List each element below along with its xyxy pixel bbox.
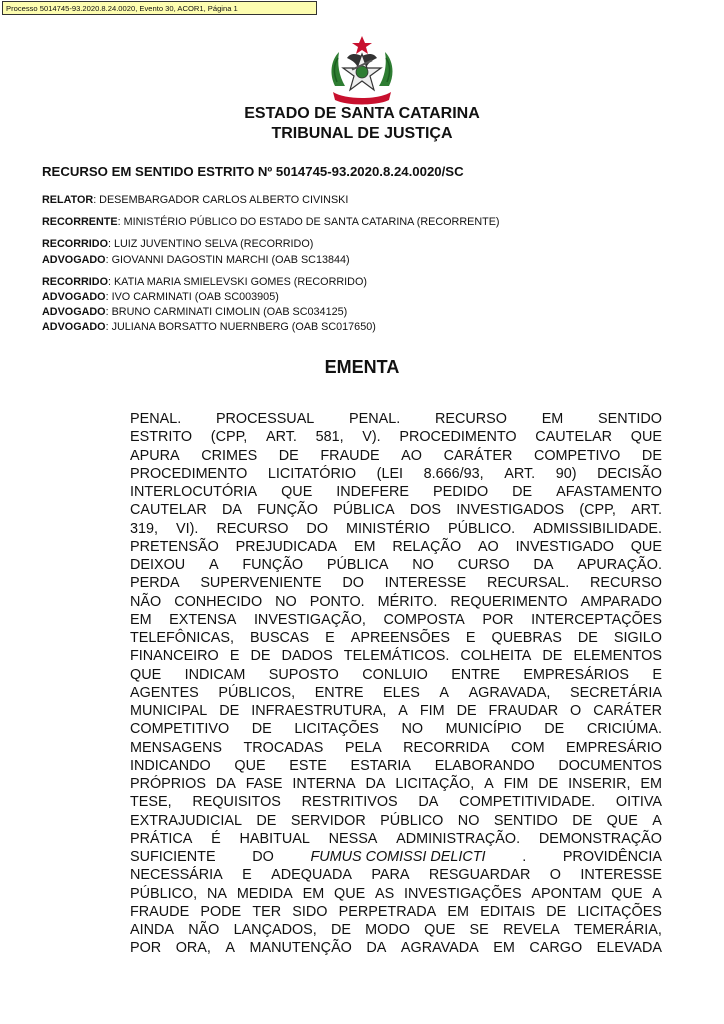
ementa-word: CRIMES <box>201 447 258 464</box>
ementa-word: CRICIÚMA. <box>586 721 662 738</box>
ementa-word: NO <box>401 721 424 738</box>
ementa-word: DOS <box>409 502 442 519</box>
ementa-word: QUE <box>281 484 313 500</box>
ementa-word: PERPETRADA <box>338 903 437 920</box>
ementa-word: LANÇADOS, <box>233 922 317 938</box>
ementa-word: PROCESSUAL <box>215 411 315 427</box>
party-value: : BRUNO CARMINATI CIMOLIN (OAB SC034125) <box>105 306 348 319</box>
ementa-word: EMPRESÁRIOS <box>523 666 629 683</box>
case-number: RECURSO EM SENTIDO ESTRITO Nº 5014745-93.2020.8.24.0020/SC <box>42 164 464 179</box>
ementa-word: LICITATÓRIO <box>267 465 357 482</box>
ementa-word: E <box>325 630 335 646</box>
party-row <box>42 290 500 305</box>
ementa-word: REVELA <box>502 922 560 938</box>
ementa-word: SUPOSTO <box>268 666 339 683</box>
ementa-word: PODE <box>200 903 242 920</box>
ementa-word: MEDIDA <box>236 885 293 902</box>
ementa-word: SIDO <box>292 903 328 920</box>
ementa-word: PRETENSÃO <box>130 538 219 555</box>
ementa-word: MÉRITO. <box>377 593 438 610</box>
ementa-line <box>130 501 662 519</box>
ementa-word: A <box>484 776 494 792</box>
ementa-word: DADOS <box>281 648 333 665</box>
ementa-word: PRÓPRIOS <box>130 776 206 792</box>
ementa-word: MUNICÍPIO <box>445 721 522 738</box>
party-row <box>42 253 500 268</box>
party-label: ADVOGADO <box>42 321 106 334</box>
ementa-word: APURAÇÃO. <box>577 557 662 573</box>
party-label: RECORRIDO <box>42 275 108 288</box>
ementa-word: INDICANDO <box>130 757 211 774</box>
party-label: RECORRIDO <box>42 238 108 251</box>
ementa-word: AMPARADO <box>580 593 662 610</box>
party-value: : JULIANA BORSATTO NUERNBERG (OAB SC017650) <box>105 321 376 334</box>
ementa-word: COLHEITA <box>460 648 532 665</box>
ementa-word: 319, <box>130 520 159 537</box>
ementa-word: POR <box>130 940 162 957</box>
ementa-line <box>130 684 662 702</box>
ementa-word: EM <box>493 940 515 957</box>
ementa-word: PÚBLICO. <box>448 520 516 537</box>
party-label: ADVOGADO <box>42 306 106 319</box>
ementa-word: ELEVADA <box>596 940 662 957</box>
party-row <box>42 215 500 230</box>
ementa-word: INDEFERE <box>336 484 410 500</box>
ementa-word: TELEMÁTICOS. <box>343 648 450 665</box>
ementa-word: COM <box>510 739 545 756</box>
ementa-word: INVESTIGAÇÕES <box>404 885 522 902</box>
ementa-word: INFRAESTRUTURA, <box>251 703 387 719</box>
ementa-word: INTERLOCUTÓRIA <box>130 484 258 500</box>
ementa-word: A <box>652 812 662 829</box>
ementa-body <box>130 410 662 958</box>
ementa-word: EXTENSA <box>169 611 237 628</box>
ementa-word: MUNICIPAL <box>130 703 208 719</box>
ementa-word: DE <box>250 648 271 665</box>
ementa-word: NO <box>412 557 434 573</box>
court-name: TRIBUNAL DE JUSTIÇA <box>271 125 453 142</box>
ementa-word: AGRAVADA <box>400 940 479 957</box>
ementa-word: ESTRITO <box>130 429 193 446</box>
ementa-word: É <box>211 830 221 847</box>
ementa-word: AS <box>375 885 395 902</box>
ementa-word: DE <box>278 447 299 464</box>
ementa-word: EM <box>353 538 376 555</box>
ementa-line <box>130 848 662 866</box>
ementa-word: NÃO <box>130 593 162 610</box>
ementa-line <box>130 757 662 775</box>
ementa-word: SECRETÁRIA <box>569 684 662 701</box>
ementa-word: FUNÇÃO <box>242 557 304 573</box>
ementa-word: MENSAGENS <box>130 739 222 756</box>
ementa-word: COMPETITIVO <box>130 721 230 738</box>
ementa-line <box>130 647 662 665</box>
ementa-line <box>130 410 662 428</box>
ementa-word: TER <box>252 903 282 920</box>
ementa-line <box>130 666 662 684</box>
ementa-word: DE <box>330 922 351 938</box>
ementa-word: TELEFÔNICAS, <box>130 630 234 646</box>
ementa-word: DE <box>542 648 563 665</box>
ementa-word: AGENTES <box>130 684 199 701</box>
ementa-word: CARGO <box>529 940 583 957</box>
ementa-word: CURSO <box>457 557 510 573</box>
party-value: : LUIZ JUVENTINO SELVA (RECORRIDO) <box>107 238 314 251</box>
ementa-word: PROCEDIMENTO <box>130 465 248 482</box>
party-row <box>42 237 500 252</box>
ementa-word: RECURSO <box>590 575 662 592</box>
ementa-word: ESTARIA <box>350 757 412 774</box>
ementa-word: NO <box>275 593 297 610</box>
ementa-word: EM <box>302 885 325 902</box>
ementa-word: ART. <box>265 429 297 446</box>
ementa-word: CONLUIO <box>362 666 428 683</box>
ementa-word: DA <box>221 502 242 519</box>
ementa-word: ELEMENTOS <box>573 648 662 665</box>
party-label: ADVOGADO <box>42 253 106 266</box>
ementa-word: QUE <box>130 666 162 683</box>
ementa-word: FUMUS COMISSI DELICTI <box>310 849 486 865</box>
ementa-word: PERDA <box>130 575 180 592</box>
ementa-word: CARÁTER <box>443 447 513 464</box>
ementa-word: ELES <box>383 684 420 701</box>
ementa-word: DOCUMENTOS <box>558 757 662 774</box>
ementa-word: PÚBLICA <box>326 557 389 573</box>
ementa-word: PÚBLICO, <box>130 885 198 902</box>
ementa-word: APREENSÕES <box>350 630 450 646</box>
ementa-word: A <box>225 940 236 957</box>
ementa-word: (LEI <box>376 465 404 482</box>
ementa-word: 90) <box>555 465 577 482</box>
party-row <box>42 320 500 335</box>
ementa-word: TROCADAS <box>243 739 324 756</box>
ementa-word: RECORRIDA <box>403 739 490 756</box>
ementa-word: DEMONSTRAÇÃO <box>538 830 662 847</box>
ementa-word: ESTE <box>289 757 327 774</box>
ementa-word: MANUTENÇÃO <box>249 940 352 957</box>
ementa-line <box>130 538 662 556</box>
ementa-line <box>130 885 662 903</box>
ementa-word: INTERNA <box>292 776 356 792</box>
ementa-word: INVESTIGADO <box>515 538 614 555</box>
ementa-word: O <box>570 703 582 719</box>
ementa-word: INTERESSE <box>384 575 467 592</box>
ementa-line <box>130 428 662 446</box>
ementa-word: ADEQUADA <box>271 867 352 884</box>
ementa-line <box>130 830 662 848</box>
ementa-word: QUE <box>630 538 662 555</box>
ementa-line <box>130 447 662 465</box>
ementa-word: A <box>439 684 450 701</box>
ementa-word: INTERCEPTAÇÕES <box>531 611 662 628</box>
ementa-word: INDICAM <box>184 666 246 683</box>
ementa-word: QUEBRAS <box>491 630 562 646</box>
ementa-word: RESGUARDAR <box>428 867 531 884</box>
ementa-word: COMPETITIVIDADE. <box>459 794 596 811</box>
ementa-word: (CPP, <box>579 502 616 519</box>
ementa-word: DA <box>533 557 554 573</box>
state-name: ESTADO DE SANTA CATARINA <box>244 105 480 122</box>
ementa-word: QUE <box>334 885 366 902</box>
ementa-word: DE <box>577 630 598 646</box>
ementa-word: MODO <box>365 922 410 938</box>
ementa-line <box>130 775 662 793</box>
party-value: : IVO CARMINATI (OAB SC003905) <box>105 291 279 304</box>
ementa-word: 581, <box>315 429 344 446</box>
ementa-line <box>130 812 662 830</box>
party-value: : KATIA MARIA SMIELEVSKI GOMES (RECORRIDO) <box>107 275 367 288</box>
ementa-line <box>130 921 662 939</box>
ementa-line <box>130 556 662 574</box>
ementa-word: PÚBLICOS, <box>218 684 296 701</box>
ementa-word: DO <box>342 575 364 592</box>
ementa-word: APURA <box>130 447 180 464</box>
ementa-word: INSERIR, <box>568 776 631 792</box>
ementa-word: AFASTAMENTO <box>556 484 662 500</box>
ementa-word: ELABORANDO <box>434 757 535 774</box>
ementa-word: SUPERVENIENTE <box>200 575 322 592</box>
ementa-word: O <box>549 867 561 884</box>
ementa-word: E <box>229 648 240 665</box>
ementa-word: ENTRE <box>314 684 364 701</box>
ementa-word: NO <box>457 812 480 829</box>
ementa-word: EMPRESÁRIO <box>566 739 662 756</box>
parties-list <box>42 193 500 336</box>
ementa-word: AO <box>477 538 499 555</box>
ementa-word: LICITAÇÕES <box>577 903 662 920</box>
ementa-word: RESTRITIVOS <box>301 794 398 811</box>
ementa-word: ADMINISTRAÇÃO. <box>396 830 521 847</box>
party-label: RELATOR <box>42 194 94 206</box>
ementa-word: COMPOSTA <box>383 611 465 628</box>
ementa-word: DE <box>512 484 533 500</box>
ementa-word: QUE <box>606 812 638 829</box>
ementa-title: EMENTA <box>324 357 400 377</box>
ementa-word: NA <box>207 885 227 902</box>
ementa-word: EM <box>541 411 564 427</box>
ementa-word: LICITAÇÕES <box>294 721 379 738</box>
ementa-word: APONTAM <box>531 885 602 902</box>
ementa-word: RECURSO <box>216 520 289 537</box>
ementa-word: NESSA <box>328 830 378 847</box>
ementa-word: PÚBLICA <box>333 502 395 519</box>
party-label: ADVOGADO <box>42 291 106 304</box>
ementa-word: E <box>242 867 252 884</box>
ementa-word: PARA <box>371 867 410 884</box>
ementa-word: DE <box>256 812 277 829</box>
header <box>0 104 724 144</box>
ementa-word: DA <box>365 776 386 792</box>
party-value: : DESEMBARGADOR CARLOS ALBERTO CIVINSKI <box>93 194 349 206</box>
ementa-line <box>130 702 662 720</box>
ementa-word: EM <box>130 611 152 628</box>
ementa-word: A <box>398 703 408 719</box>
ementa-word: DA <box>418 794 439 811</box>
ementa-word: FRAUDE <box>130 903 190 920</box>
ementa-word: EXTRAJUDICIAL <box>130 812 242 829</box>
ementa-word: DE <box>544 721 565 738</box>
ementa-word: NECESSÁRIA <box>130 867 223 884</box>
ementa-word: VI). <box>176 520 199 537</box>
ementa-word: MINISTÉRIO <box>346 520 430 537</box>
ementa-word: LICITAÇÃO, <box>395 776 475 792</box>
ementa-word: AINDA <box>130 922 174 938</box>
ementa-word: V). <box>362 429 381 446</box>
ementa-word: SUFICIENTE <box>130 849 216 865</box>
ementa-word: SERVIDOR <box>290 812 366 829</box>
ementa-word: DE <box>538 776 559 792</box>
ementa-word: SENTIDO <box>598 411 662 427</box>
ementa-line <box>130 483 662 501</box>
ementa-word: A <box>208 557 219 573</box>
ementa-word: DE <box>572 812 593 829</box>
ementa-word: POR <box>482 611 514 628</box>
ementa-word: HABITUAL <box>239 830 310 847</box>
party-gap <box>42 208 500 215</box>
party-gap <box>42 230 500 237</box>
ementa-word: CAUTELAR <box>130 502 207 519</box>
ementa-word: ART. <box>631 502 662 519</box>
ementa-word: FUNÇÃO <box>257 502 318 519</box>
ementa-line <box>130 793 662 811</box>
ementa-word: FINANCEIRO <box>130 648 219 665</box>
ementa-word: DO <box>306 520 329 537</box>
ementa-word: FIM <box>419 703 445 719</box>
ementa-word: AO <box>401 447 422 464</box>
party-value: : GIOVANNI DAGOSTIN MARCHI (OAB SC13844) <box>105 253 350 266</box>
ementa-word: DO <box>252 849 274 865</box>
ementa-word: PENAL. <box>130 411 182 427</box>
ementa-word: DE <box>546 903 567 920</box>
ementa-word: ENTRE <box>451 666 500 683</box>
ementa-line <box>130 574 662 592</box>
process-stamp: Processo 5014745-93.2020.8.24.0020, Evento 30, ACOR1, Página 1 <box>2 1 317 15</box>
ementa-word: REQUERIMENTO <box>450 593 568 610</box>
ementa-line <box>130 939 662 957</box>
ementa-line <box>130 739 662 757</box>
ementa-word: PELA <box>344 739 382 756</box>
ementa-word: DA <box>366 940 387 957</box>
ementa-line <box>130 720 662 738</box>
ementa-word: CAUTELAR <box>535 429 613 446</box>
ementa-word: . <box>522 849 527 865</box>
ementa-word: QUE <box>424 922 456 938</box>
ementa-line <box>130 593 662 611</box>
ementa-word: SENTIDO <box>493 812 558 829</box>
party-row <box>42 193 500 208</box>
ementa-line <box>130 611 662 629</box>
ementa-word: PROVIDÊNCIA <box>562 849 662 865</box>
ementa-line <box>130 866 662 884</box>
ementa-line <box>130 520 662 538</box>
ementa-word: REQUISITOS <box>192 794 281 811</box>
ementa-word: QUE <box>630 429 662 446</box>
ementa-word: DE <box>251 721 272 738</box>
ementa-word: EM <box>447 903 469 920</box>
ementa-word: INVESTIGADOS <box>456 502 565 519</box>
ementa-word: PEDIDO <box>433 484 489 500</box>
state-coat-of-arms-icon <box>325 34 399 106</box>
ementa-word: FRAUDE <box>320 447 380 464</box>
ementa-word: PREJUDICADA <box>235 538 338 555</box>
ementa-word: DEIXOU <box>130 557 186 573</box>
ementa-word: PROCEDIMENTO <box>399 429 517 446</box>
ementa-line <box>130 903 662 921</box>
party-label: RECORRENTE <box>42 216 118 229</box>
ementa-word: DE <box>219 703 240 719</box>
ementa-word: QUE <box>611 885 643 902</box>
ementa-word: INVESTIGAÇÃO, <box>253 611 366 628</box>
ementa-word: TESE, <box>130 794 172 811</box>
ementa-word: FRAUDAR <box>488 703 559 719</box>
ementa-word: RECURSO <box>434 411 507 427</box>
ementa-word: NÃO <box>188 922 220 938</box>
ementa-word: TEMERÁRIA, <box>573 922 662 938</box>
ementa-word: RELAÇÃO <box>392 538 462 555</box>
ementa-word: SE <box>469 922 489 938</box>
ementa-word: CARÁTER <box>593 703 662 719</box>
party-row <box>42 275 500 290</box>
ementa-word: DA <box>215 776 236 792</box>
ementa-word: ART. <box>504 465 536 482</box>
ementa-word: EDITAIS <box>480 903 536 920</box>
ementa-word: CONHECIDO <box>174 593 263 610</box>
ementa-word: ORA, <box>175 940 211 957</box>
ementa-word: COMPETIVO <box>533 447 621 464</box>
ementa-word: RECURSAL. <box>486 575 570 592</box>
ementa-word: PENAL. <box>349 411 401 427</box>
ementa-word: FIM <box>503 776 529 792</box>
ementa-word: A <box>652 885 662 902</box>
ementa-word: E <box>652 666 662 683</box>
ementa-word: DECISÃO <box>597 465 662 482</box>
party-value: : MINISTÉRIO PÚBLICO DO ESTADO DE SANTA CATARINA (RECORRENTE) <box>117 216 500 229</box>
ementa-word: FASE <box>245 776 283 792</box>
ementa-word: E <box>465 630 476 646</box>
ementa-line <box>130 465 662 483</box>
party-row <box>42 305 500 320</box>
ementa-word: BUSCAS <box>249 630 310 646</box>
ementa-word: 8.666/93, <box>423 465 484 482</box>
ementa-line <box>130 629 662 647</box>
ementa-word: AGRAVADA, <box>468 684 551 701</box>
ementa-word: INTERESSE <box>580 867 662 884</box>
ementa-word: QUE <box>234 757 266 774</box>
party-gap <box>42 268 500 275</box>
ementa-word: OITIVA <box>615 794 662 811</box>
ementa-word: PÚBLICO <box>380 812 444 829</box>
ementa-word: (CPP, <box>210 429 248 446</box>
ementa-word: ADMISSIBILIDADE. <box>533 520 662 537</box>
ementa-word: PONTO. <box>309 593 365 610</box>
ementa-word: DE <box>456 703 477 719</box>
ementa-word: DE <box>641 447 662 464</box>
ementa-word: PRÁTICA <box>130 830 193 847</box>
ementa-word: SIGILO <box>613 630 662 646</box>
ementa-word: EM <box>640 776 662 792</box>
